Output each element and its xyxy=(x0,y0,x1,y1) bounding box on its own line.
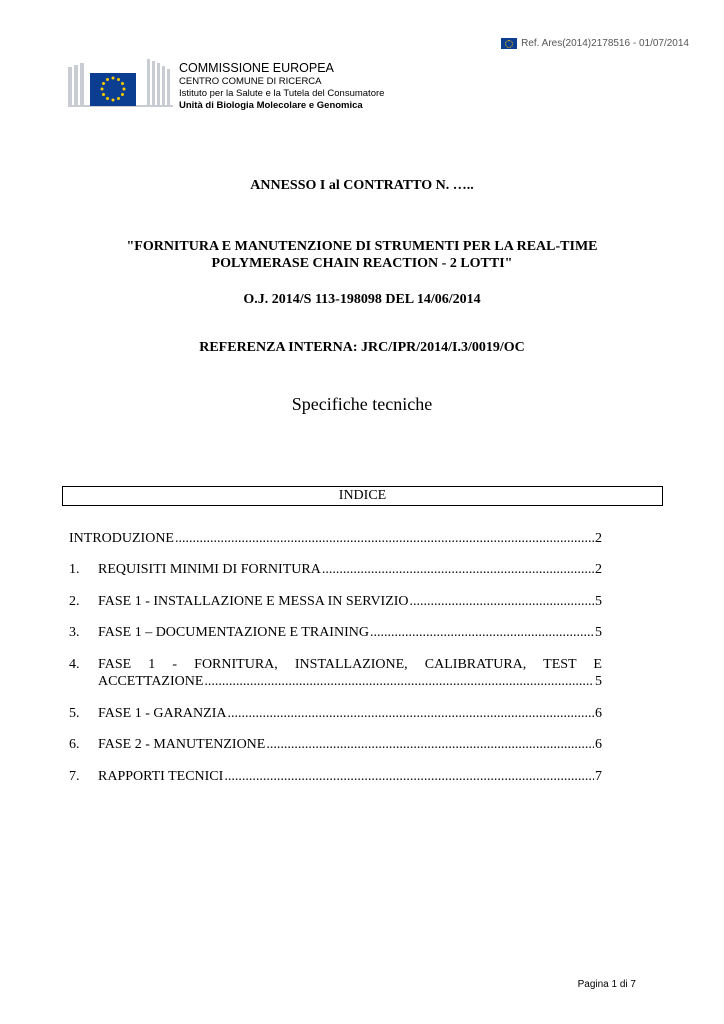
european-commission-logo xyxy=(68,57,173,109)
toc-entry-page: 2 xyxy=(595,531,602,546)
toc-entry-page: 6 xyxy=(595,737,602,752)
toc-entry-number: 2. xyxy=(69,594,80,609)
toc-leader-dots xyxy=(266,736,594,753)
toc-entry-1[interactable] xyxy=(69,561,602,578)
toc-entry-text: FASE 1 - GARANZIA xyxy=(98,706,227,721)
org-unit: Unità di Biologia Molecolare e Genomica xyxy=(179,100,363,111)
toc-entry-number: 5. xyxy=(69,706,80,721)
document-subtitle: Specifiche tecniche xyxy=(291,394,433,414)
toc-entry-text: RAPPORTI TECNICI xyxy=(98,769,224,784)
toc-entry-number: 4. xyxy=(69,657,80,672)
eu-flag-icon xyxy=(501,38,517,49)
toc-entry-4[interactable] xyxy=(69,656,602,690)
toc-entry-number: 1. xyxy=(69,562,80,577)
document-title xyxy=(0,238,724,272)
toc-entry-introduction[interactable] xyxy=(69,530,602,547)
internal-reference: REFERENZA INTERNA: JRC/IPR/2014/I.3/0019/OC xyxy=(199,340,525,355)
toc-entry-number: 6. xyxy=(69,737,80,752)
index-heading-box xyxy=(62,486,663,506)
toc-entry-number: 3. xyxy=(69,625,80,640)
toc-leader-dots xyxy=(410,593,594,610)
reference-text: Ref. Ares(2014)2178516 - 01/07/2014 xyxy=(521,38,689,49)
org-name: COMMISSIONE EUROPEA xyxy=(179,61,334,75)
toc-leader-dots xyxy=(322,561,594,578)
page-number-footer: Pagina 1 di 7 xyxy=(577,979,636,990)
toc-leader-dots xyxy=(227,705,594,722)
toc-entry-page: 5 xyxy=(595,625,602,640)
oj-reference: O.J. 2014/S 113-198098 DEL 14/06/2014 xyxy=(243,292,481,307)
toc-entry-7[interactable] xyxy=(69,768,602,785)
toc-entry-page: 5 xyxy=(595,594,602,609)
index-heading: INDICE xyxy=(338,488,387,503)
toc-entry-text: ACCETTAZIONE xyxy=(98,674,204,689)
toc-entry-3[interactable] xyxy=(69,624,602,641)
toc-entry-page: 5 xyxy=(595,674,602,689)
toc-entry-page: 7 xyxy=(595,769,602,784)
annex-heading: ANNESSO I al CONTRATTO N. ….. xyxy=(250,178,474,193)
toc-entry-text-line1: FASE 1 - FORNITURA, INSTALLAZIONE, CALIBRATURA, TEST E xyxy=(98,657,602,672)
organization-block xyxy=(179,61,384,112)
toc-entry-page: 6 xyxy=(595,706,602,721)
toc-entry-page: 2 xyxy=(595,562,602,577)
toc-entry-text: FASE 1 – DOCUMENTAZIONE E TRAINING xyxy=(98,625,369,640)
toc-entry-text: INTRODUZIONE xyxy=(69,531,174,546)
toc-entry-text: FASE 2 - MANUTENZIONE xyxy=(98,737,266,752)
toc-entry-number: 7. xyxy=(69,769,80,784)
toc-entry-5[interactable] xyxy=(69,705,602,722)
title-line-2: POLYMERASE CHAIN REACTION - 2 LOTTI" xyxy=(211,256,513,271)
toc-entry-2[interactable] xyxy=(69,593,602,610)
toc-leader-dots xyxy=(175,530,594,547)
toc-entry-6[interactable] xyxy=(69,736,602,753)
toc-leader-dots xyxy=(370,624,594,641)
toc-leader-dots xyxy=(204,673,594,690)
org-centre: CENTRO COMUNE DI RICERCA xyxy=(179,76,322,87)
toc-entry-text: REQUISITI MINIMI DI FORNITURA xyxy=(98,562,321,577)
title-line-1: "FORNITURA E MANUTENZIONE DI STRUMENTI PER LA REAL-TIME xyxy=(126,239,598,254)
toc-entry-text: FASE 1 - INSTALLAZIONE E MESSA IN SERVIZIO xyxy=(98,594,409,609)
toc-leader-dots xyxy=(224,768,594,785)
reference-stamp xyxy=(501,38,689,49)
org-institute: Istituto per la Salute e la Tutela del Consumatore xyxy=(179,88,385,99)
